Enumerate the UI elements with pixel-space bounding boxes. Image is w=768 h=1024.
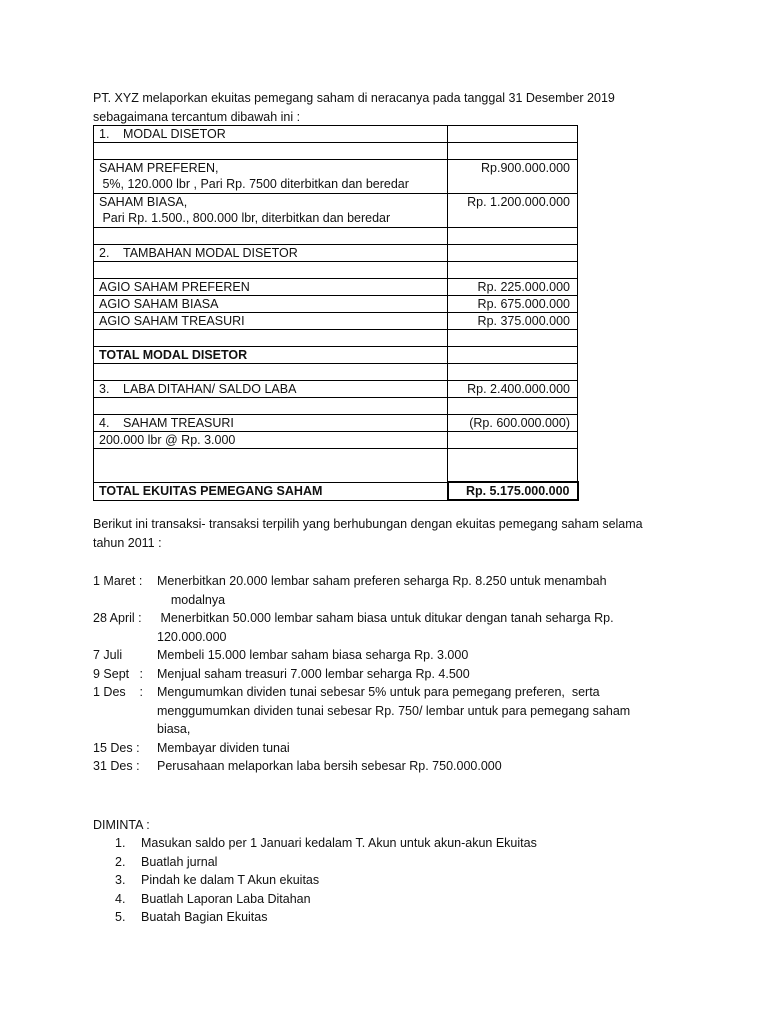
table-row	[94, 279, 578, 296]
table-row	[94, 398, 578, 415]
saham-preferen-amount: Rp.900.000.000	[448, 160, 578, 194]
table-row	[94, 296, 578, 313]
saham-treasuri-heading: 4. SAHAM TREASURI	[94, 415, 448, 432]
modal-disetor-heading: 1. MODAL DISETOR	[94, 126, 448, 143]
laba-ditahan-amount: Rp. 2.400.000.000	[448, 381, 578, 398]
list-item: 1. Masukan saldo per 1 Januari kedalam T. Akun untuk akun-akun Ekuitas	[115, 836, 537, 850]
total-ekuitas-label: TOTAL EKUITAS PEMEGANG SAHAM	[94, 482, 448, 500]
table-row	[94, 126, 578, 143]
table-row	[94, 228, 578, 245]
list-item: 3. Pindah ke dalam T Akun ekuitas	[115, 873, 320, 887]
table-row	[94, 381, 578, 398]
agio-treasuri-label: AGIO SAHAM TREASURI	[94, 313, 448, 330]
list-item: 9 Sept : Menjual saham treasuri 7.000 lembar seharga Rp. 4.500	[93, 666, 470, 681]
table-row	[94, 415, 578, 432]
list-item: 5. Buatah Bagian Ekuitas	[115, 910, 268, 924]
saham-biasa-cell: SAHAM BIASA, Pari Rp. 1.500., 800.000 lbr, diterbitkan dan beredar	[94, 194, 448, 228]
agio-preferen-label: AGIO SAHAM PREFEREN	[94, 279, 448, 296]
transactions-intro	[93, 515, 643, 552]
table-row	[94, 364, 578, 381]
list-item: 2. Buatlah jurnal	[115, 854, 218, 869]
transaction-list	[93, 572, 693, 776]
table-row	[94, 432, 578, 449]
equity-table	[93, 125, 579, 501]
agio-biasa-amount: Rp. 675.000.000	[448, 296, 578, 313]
table-row	[94, 194, 578, 228]
agio-preferen-amount: Rp. 225.000.000	[448, 279, 578, 296]
total-ekuitas-amount: Rp. 5.175.000.000	[448, 482, 578, 500]
list-item: 28 April : Menerbitkan 50.000 lembar saham biasa untuk ditukar dengan tanah seharga Rp. 120.000.000	[93, 611, 614, 644]
requirements-list	[115, 834, 537, 927]
intro-line-2: sebagaimana tercantum dibawah ini :	[93, 109, 301, 124]
intro-line-1: PT. XYZ melaporkan ekuitas pemegang saham di neracanya pada tanggal 31 Desember 2019	[93, 91, 615, 105]
saham-preferen-cell: SAHAM PREFEREN, 5%, 120.000 lbr , Pari Rp. 7500 diterbitkan dan beredar	[94, 160, 448, 194]
laba-ditahan-heading: 3. LABA DITAHAN/ SALDO LABA	[94, 381, 448, 398]
list-item: 1 Maret : Menerbitkan 20.000 lembar saham preferen seharga Rp. 8.250 untuk menambah modalnya	[93, 574, 607, 607]
intro-paragraph	[93, 89, 615, 126]
saham-biasa-amount: Rp. 1.200.000.000	[448, 194, 578, 228]
table-row	[94, 143, 578, 160]
transactions-intro-line-2: tahun 2011 :	[93, 535, 162, 550]
list-item: 15 Des : Membayar dividen tunai	[93, 740, 290, 755]
agio-biasa-label: AGIO SAHAM BIASA	[94, 296, 448, 313]
table-row	[94, 160, 578, 194]
table-row	[94, 313, 578, 330]
transactions-intro-line-1: Berikut ini transaksi- transaksi terpilih yang berhubungan dengan ekuitas pemegang saham selama	[93, 517, 643, 531]
table-row	[94, 482, 578, 500]
list-item: 4. Buatlah Laporan Laba Ditahan	[115, 891, 311, 906]
table-row	[94, 347, 578, 364]
saham-treasuri-amount: (Rp. 600.000.000)	[448, 415, 578, 432]
table-row	[94, 262, 578, 279]
table-row	[94, 449, 578, 483]
agio-treasuri-amount: Rp. 375.000.000	[448, 313, 578, 330]
table-row	[94, 245, 578, 262]
list-item: 7 Juli Membeli 15.000 lembar saham biasa seharga Rp. 3.000	[93, 648, 469, 662]
list-item: 1 Des : Mengumumkan dividen tunai sebesar 5% untuk para pemegang preferen, serta menggumumkan dividen tunai sebesar Rp. 750/ lembar untuk para pemegang saham biasa,	[93, 685, 631, 736]
saham-treasuri-detail: 200.000 lbr @ Rp. 3.000	[94, 432, 448, 449]
diminta-title: DIMINTA :	[93, 818, 150, 832]
total-modal-label: TOTAL MODAL DISETOR	[94, 347, 448, 364]
tambahan-modal-heading: 2. TAMBAHAN MODAL DISETOR	[94, 245, 448, 262]
table-row	[94, 330, 578, 347]
list-item: 31 Des : Perusahaan melaporkan laba bersih sebesar Rp. 750.000.000	[93, 759, 502, 773]
